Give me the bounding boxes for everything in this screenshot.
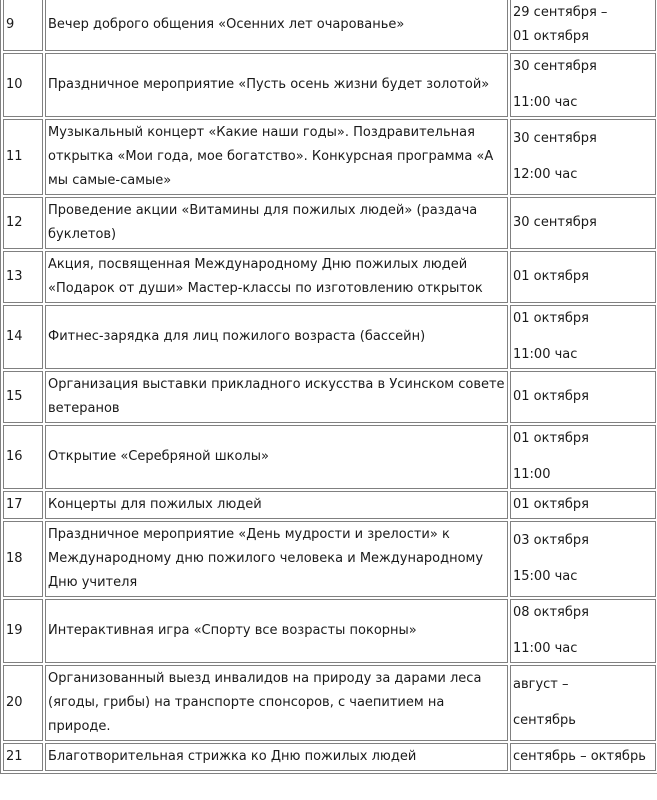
date-line: 01 октября	[513, 389, 589, 404]
table-row	[3, 425, 656, 489]
date-line: 01 октября	[513, 497, 589, 512]
event-name: Праздничное мероприятие «Пусть осень жизни будет золотой»	[45, 53, 508, 117]
date-line: сентябрь – октябрь	[513, 749, 646, 764]
table-row	[3, 521, 656, 597]
row-number: 17	[3, 491, 43, 519]
time-line: 11:00 час	[513, 641, 578, 656]
row-number: 10	[3, 53, 43, 117]
spacer	[513, 151, 653, 163]
spacer	[513, 451, 653, 463]
table-row	[3, 371, 656, 423]
spacer	[513, 553, 653, 565]
time-line: 11:00 час	[513, 347, 578, 362]
time-line: 12:00 час	[513, 167, 578, 182]
event-date	[510, 53, 656, 117]
row-number: 18	[3, 521, 43, 597]
row-number: 12	[3, 197, 43, 249]
table-row	[3, 491, 656, 519]
date-line: 01 октября	[513, 269, 589, 284]
spacer	[513, 625, 653, 637]
table-row	[3, 305, 656, 369]
event-name: Акция, посвященная Международному Дню пожилых людей «Подарок от души» Мастер-классы по изготовлению открыток	[45, 251, 508, 303]
event-date	[510, 521, 656, 597]
table-row	[3, 599, 656, 663]
event-date	[510, 491, 656, 519]
table-row	[3, 743, 656, 771]
row-number: 11	[3, 119, 43, 195]
event-date	[510, 599, 656, 663]
event-name: Интерактивная игра «Спорту все возрасты покорны»	[45, 599, 508, 663]
event-name: Благотворительная стрижка ко Дню пожилых людей	[45, 743, 508, 771]
row-number: 19	[3, 599, 43, 663]
spacer	[513, 331, 653, 343]
event-name: Открытие «Серебряной школы»	[45, 425, 508, 489]
date-line: 01 октября	[513, 431, 589, 446]
table-row	[3, 197, 656, 249]
event-name: Концерты для пожилых людей	[45, 491, 508, 519]
row-number: 15	[3, 371, 43, 423]
date-line: 30 сентября	[513, 131, 597, 146]
row-number: 21	[3, 743, 43, 771]
date-line: 01 октября	[513, 311, 589, 326]
spacer	[513, 697, 653, 709]
date-line: 01 октября	[513, 29, 589, 44]
date-line: 29 сентября –	[513, 5, 608, 20]
event-date	[510, 371, 656, 423]
event-name: Проведение акции «Витамины для пожилых людей» (раздача буклетов)	[45, 197, 508, 249]
event-name: Вечер доброго общения «Осенних лет очарованье»	[45, 0, 508, 51]
row-number: 20	[3, 665, 43, 741]
event-date	[510, 197, 656, 249]
spacer	[513, 79, 653, 91]
date-line: 30 сентября	[513, 59, 597, 74]
date-line: 03 октября	[513, 533, 589, 548]
time-line: 11:00	[513, 467, 551, 482]
event-date	[510, 251, 656, 303]
event-name: Фитнес-зарядка для лиц пожилого возраста (бассейн)	[45, 305, 508, 369]
event-date	[510, 425, 656, 489]
row-number: 14	[3, 305, 43, 369]
row-number: 13	[3, 251, 43, 303]
event-date	[510, 0, 656, 51]
table-row	[3, 53, 656, 117]
time-line: 11:00 час	[513, 95, 578, 110]
event-date	[510, 743, 656, 771]
row-number: 16	[3, 425, 43, 489]
event-date	[510, 119, 656, 195]
date-line: 30 сентября	[513, 215, 597, 230]
date-line: август –	[513, 677, 569, 692]
table-row	[3, 251, 656, 303]
event-name: Праздничное мероприятие «День мудрости и зрелости» к Международному дню пожилого человека и Международному Дню учителя	[45, 521, 508, 597]
time-line: 15:00 час	[513, 569, 578, 584]
date-line: 08 октября	[513, 605, 589, 620]
table-row	[3, 0, 656, 51]
table-row	[3, 119, 656, 195]
table-row	[3, 665, 656, 741]
event-date	[510, 665, 656, 741]
event-name: Музыкальный концерт «Какие наши годы». Поздравительная открытка «Мои года, мое богатство». Конкурсная программа «А мы самые-самые»	[45, 119, 508, 195]
row-number: 9	[3, 0, 43, 51]
event-date	[510, 305, 656, 369]
event-name: Организация выставки прикладного искусства в Усинском совете ветеранов	[45, 371, 508, 423]
date-line: сентябрь	[513, 713, 576, 728]
event-name: Организованный выезд инвалидов на природу за дарами леса (ягоды, грибы) на транспорте спонсоров, с чаепитием на природе.	[45, 665, 508, 741]
events-table-body	[3, 0, 656, 771]
